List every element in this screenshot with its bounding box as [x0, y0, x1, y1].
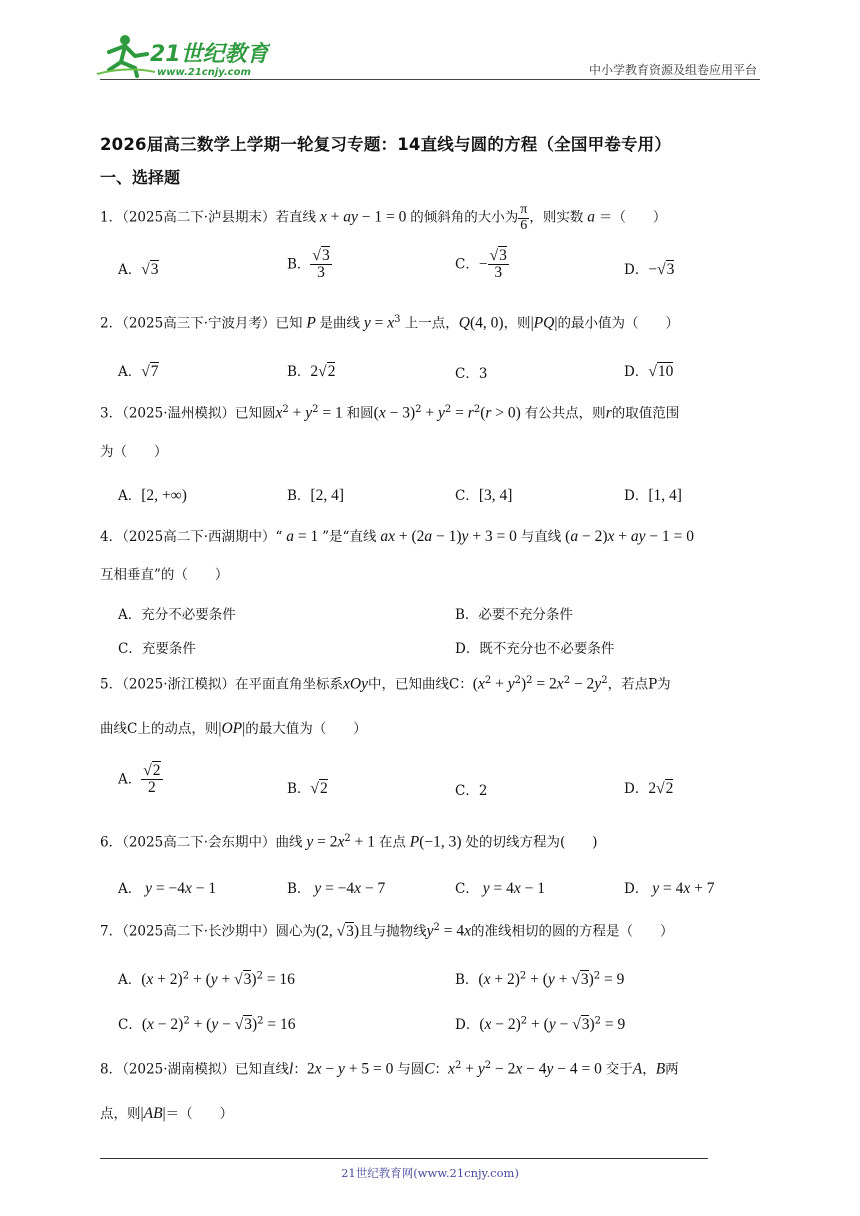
q1-option-d[interactable]: D．−√3	[624, 261, 675, 278]
header-divider	[100, 79, 760, 80]
q4-option-b[interactable]: B．必要不充分条件	[455, 607, 573, 623]
q7-option-a[interactable]: A．$(x + 2)^2 + (y + √3)^2 = 16$	[118, 970, 295, 988]
q7-option-b[interactable]: B．$(x + 2)^2 + (y + √3)^2 = 9$	[455, 970, 625, 988]
q5-option-d[interactable]: D．2√2	[624, 780, 674, 797]
q2-option-d[interactable]: D．√10	[624, 363, 674, 380]
q6-option-c[interactable]: C． y = 4x − 1	[455, 880, 545, 897]
page-title: 2026届高三数学上学期一轮复习专题：14直线与圆的方程（全国甲卷专用）	[100, 135, 672, 154]
q6-option-b[interactable]: B． y = −4x − 7	[287, 880, 386, 897]
q5-option-b[interactable]: B．√2	[287, 780, 328, 797]
header-subtitle: 中小学教育资源及组卷应用平台	[588, 63, 757, 77]
question-6: 6．（2025高二下·会东期中）曲线 $y = 2x^2 + 1$ 在点 P(−1, 3) 处的切线方程为( )	[100, 833, 598, 851]
q1-option-a[interactable]: A．√3	[118, 261, 159, 278]
question-8-line2: 点，则|AB|＝（ ）	[100, 1105, 234, 1122]
q1-option-c[interactable]: C．− $\frac{√3}{3}$	[455, 247, 507, 282]
q5-option-a[interactable]: A． $\frac{√2}{2}$	[118, 762, 161, 797]
q2-option-c[interactable]: C．3	[455, 366, 488, 382]
question-2: 2．（2025高三下·宁波月考）已知 P 是曲线 $y = x^3$ 上一点，Q(4, 0)，则|PQ|的最小值为（ ）	[100, 314, 679, 332]
q7-option-d[interactable]: D．$(x - 2)^2 + (y - √3)^2 = 9$	[455, 1015, 626, 1033]
q4-option-d[interactable]: D．既不充分也不必要条件	[455, 641, 615, 657]
question-8: 8．（2025·湖南模拟）已知直线l：2x − y + 5 = 0 与圆C：$x^2 + y^2 - 2x - 4y - 4 = 0$ 交于A，B两	[100, 1060, 679, 1078]
q3-option-d[interactable]: D．[1, 4]	[624, 487, 682, 504]
logo-text: 21世纪教育	[150, 42, 269, 67]
question-5: 5．（2025·浙江模拟）在平面直角坐标系xOy中，已知曲线C：$(x^2 + y^2)^2 = 2x^2 - 2y^2$，若点P为	[100, 675, 671, 693]
q3-option-b[interactable]: B．[2, 4]	[287, 487, 344, 504]
q6-option-d[interactable]: D． y = 4x + 7	[624, 880, 715, 897]
q3-option-a[interactable]: A．[2, +∞)	[118, 487, 187, 504]
q1-option-b[interactable]: B． $\frac{√3}{3}$	[287, 247, 330, 282]
q2-option-a[interactable]: A．√7	[118, 363, 159, 380]
section-heading: 一、选择题	[100, 168, 181, 187]
footer-divider	[100, 1158, 708, 1159]
q3-option-c[interactable]: C．[3, 4]	[455, 487, 513, 504]
q2-option-b[interactable]: B．2√2	[287, 363, 336, 380]
q4-option-a[interactable]: A．充分不必要条件	[118, 607, 236, 623]
question-4-line2: 互相垂直”的（ ）	[100, 567, 229, 583]
logo-url: www.21cnjy.com	[157, 67, 251, 78]
q5-option-c[interactable]: C．2	[455, 783, 488, 799]
question-3: 3．（2025·温州模拟）已知圆$x^2 + y^2 = 1$ 和圆$(x - 3)^2 + y^2 = r^2(r > 0)$ 有公共点，则r的取值范围	[100, 404, 680, 422]
question-3-line2: 为（ ）	[100, 444, 168, 460]
q4-option-c[interactable]: C．充要条件	[118, 641, 196, 657]
question-1: 1．（2025高二下·泸县期末）若直线 x + ay − 1 = 0 的倾斜角的大小为 $\frac{\pi}{6}$ ，则实数 a ＝（ ）	[100, 202, 667, 233]
question-5-line2: 曲线C上的动点，则|OP|的最大值为（ ）	[100, 720, 367, 737]
question-7: 7．（2025高二下·长沙期中）圆心为(2, √3)且与抛物线$y^2 = 4x$的准线相切的圆的方程是（ ）	[100, 922, 674, 940]
footer-link[interactable]: 21世纪教育网(www.21cnjy.com)	[341, 1166, 519, 1180]
q7-option-c[interactable]: C．$(x - 2)^2 + (y - √3)^2 = 16$	[118, 1015, 296, 1033]
q6-option-a[interactable]: A． y = −4x − 1	[118, 880, 217, 897]
question-4: 4．（2025高二下·西湖期中）“ a = 1 ”是“直线 ax + (2a − 1)y + 3 = 0 与直线 (a − 2)x + ay − 1 = 0	[100, 528, 695, 545]
